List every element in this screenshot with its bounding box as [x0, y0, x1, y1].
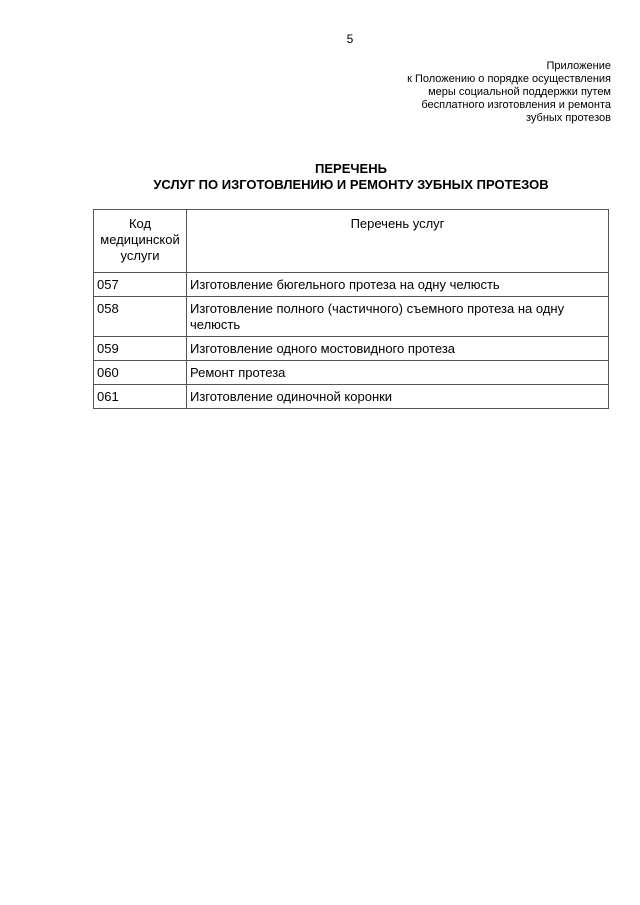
appendix-line: бесплатного изготовления и ремонта: [421, 99, 611, 111]
services-table: [93, 209, 609, 409]
table-row: [94, 361, 609, 385]
table-row: [94, 385, 609, 409]
service-code: 061: [94, 385, 187, 409]
service-name: Ремонт протеза: [187, 361, 609, 385]
service-code: 060: [94, 361, 187, 385]
code-column-header: [94, 210, 187, 273]
document-heading: [93, 161, 609, 193]
service-name: Изготовление бюгельного протеза на одну челюсть: [187, 273, 609, 297]
code-header-line: услуги: [120, 248, 160, 263]
code-header-line: медицинской: [100, 232, 180, 247]
table-row: [94, 273, 609, 297]
table-header-row: [94, 210, 609, 273]
appendix-line: Приложение: [546, 60, 611, 72]
service-code: 058: [94, 297, 187, 337]
appendix-line: меры социальной поддержки путем: [428, 86, 611, 98]
code-header-line: Код: [128, 216, 152, 231]
appendix-line: к Положению о порядке осуществления: [407, 73, 611, 85]
appendix-note: [407, 60, 611, 125]
appendix-line: зубных протезов: [525, 112, 611, 124]
page-number: 5: [346, 32, 354, 46]
table-row: [94, 337, 609, 361]
document-subtitle: УСЛУГ ПО ИЗГОТОВЛЕНИЮ И РЕМОНТУ ЗУБНЫХ ПРОТЕЗОВ: [153, 177, 549, 192]
service-name: Изготовление полного (частичного) съемного протеза на одну челюсть: [187, 297, 609, 337]
service-code: 059: [94, 337, 187, 361]
service-column-header: Перечень услуг: [187, 210, 609, 273]
service-name: Изготовление одного мостовидного протеза: [187, 337, 609, 361]
table-row: [94, 297, 609, 337]
service-name: Изготовление одиночной коронки: [187, 385, 609, 409]
document-title: ПЕРЕЧЕНЬ: [315, 161, 387, 176]
service-code: 057: [94, 273, 187, 297]
